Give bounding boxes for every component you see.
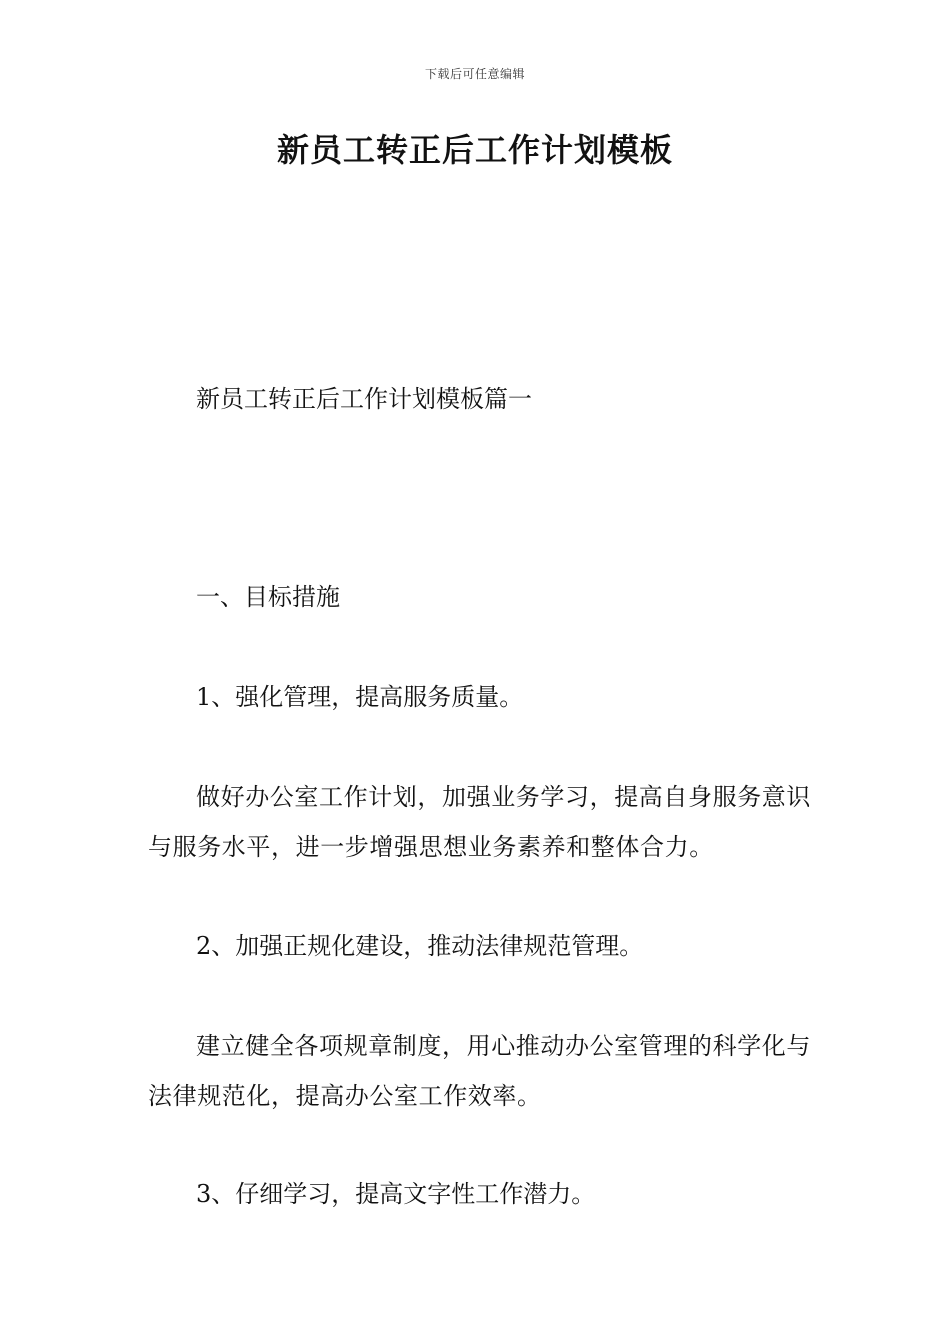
item-heading-3: 3、仔细学习，提高文字性工作潜力。	[196, 1180, 596, 1208]
document-title: 新员工转正后工作计划模板	[276, 131, 673, 169]
item-body-2: 建立健全各项规章制度，用心推动办公室管理的科学化与法律规范化，提高办公室工作效率。	[148, 1032, 811, 1110]
part-heading: 一、目标措施	[196, 583, 340, 611]
section-heading: 新员工转正后工作计划模板篇一	[196, 385, 532, 413]
item-heading-1: 1、强化管理，提高服务质量。	[196, 683, 524, 711]
item-heading-2: 2、加强正规化建设，推动法律规范管理。	[196, 932, 644, 960]
header-note: 下载后可任意编辑	[424, 67, 525, 81]
item-body-1: 做好办公室工作计划，加强业务学习，提高自身服务意识与服务水平，进一步增强思想业务素养和整体合力。	[148, 783, 811, 861]
